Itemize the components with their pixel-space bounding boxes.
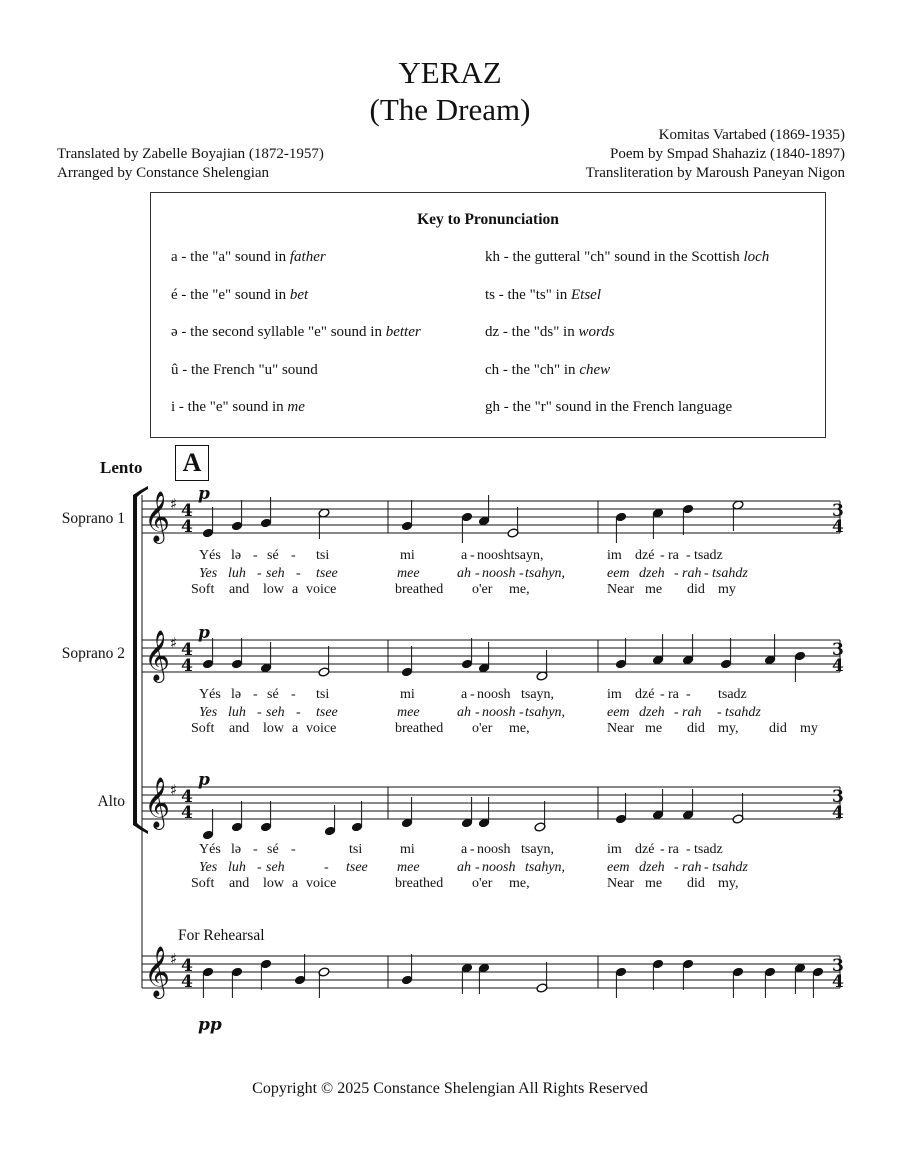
key-item-u-circumflex: û - the French "u" sound bbox=[171, 362, 318, 378]
treble-clef-2: 𝄞 bbox=[144, 630, 171, 681]
voice-name-soprano-1: Soprano 1 bbox=[61, 510, 125, 527]
dynamic-p-3: p bbox=[198, 770, 210, 790]
time-signature-start-2-top: 4 bbox=[181, 787, 193, 807]
key-sharp-1: ♯ bbox=[170, 495, 178, 513]
key-item-ts: ts - the "ts" in Etsel bbox=[485, 287, 601, 303]
dynamic-p-1: p bbox=[198, 484, 210, 504]
score-subtitle: (The Dream) bbox=[369, 92, 531, 127]
copyright-notice: Copyright © 2025 Constance Shelengian All Rights Reserved bbox=[252, 1080, 648, 1097]
dynamic-pp: pp bbox=[198, 1015, 222, 1035]
pronunciation-key-heading: Key to Pronunciation bbox=[417, 211, 559, 228]
key-item-ch: ch - the "ch" in chew bbox=[485, 362, 611, 378]
key-item-a: a - the "a" sound in father bbox=[171, 249, 326, 265]
time-signature-end-3-bottom: 4 bbox=[832, 972, 844, 992]
score-title: YERAZ bbox=[398, 55, 502, 90]
time-signature-end-1-bottom: 4 bbox=[832, 656, 844, 676]
rehearsal-staff-label: For Rehearsal bbox=[178, 927, 265, 944]
treble-clef-1: 𝄞 bbox=[144, 491, 171, 542]
voice-name-alto: Alto bbox=[97, 793, 125, 810]
time-signature-start-3-top: 4 bbox=[181, 956, 193, 976]
voice-name-soprano-2: Soprano 2 bbox=[61, 645, 125, 662]
tempo-marking: Lento bbox=[100, 458, 143, 477]
transliteration-credit: Transliteration by Maroush Paneyan Nigon bbox=[585, 165, 845, 181]
key-sharp-4: ♯ bbox=[170, 950, 178, 968]
composer-credit: Komitas Vartabed (1869-1935) bbox=[658, 127, 845, 143]
key-sharp-3: ♯ bbox=[170, 781, 178, 799]
time-signature-end-2-bottom: 4 bbox=[832, 803, 844, 823]
staff-soprano-2 bbox=[142, 640, 840, 672]
treble-clef-4: 𝄞 bbox=[144, 946, 171, 997]
key-item-schwa: ə - the second syllable "e" sound in better bbox=[171, 324, 421, 340]
treble-clef-3: 𝄞 bbox=[144, 777, 171, 828]
time-signature-end-1-top: 3 bbox=[832, 640, 844, 660]
time-signature-start-0-top: 4 bbox=[181, 501, 193, 521]
time-signature-start-1-bottom: 4 bbox=[181, 656, 193, 676]
arranger-credit: Arranged by Constance Shelengian bbox=[57, 165, 270, 181]
key-item-gh: gh - the "r" sound in the French language bbox=[485, 399, 733, 415]
time-signature-end-3-top: 3 bbox=[832, 956, 844, 976]
dynamic-p-2: p bbox=[198, 623, 210, 643]
time-signature-start-3-bottom: 4 bbox=[181, 972, 193, 992]
key-sharp-2: ♯ bbox=[170, 634, 178, 652]
staff-alto bbox=[142, 787, 840, 819]
translator-credit: Translated by Zabelle Boyajian (1872-1957) bbox=[57, 146, 324, 162]
key-item-dz: dz - the "ds" in words bbox=[485, 324, 615, 340]
time-signature-end-0-bottom: 4 bbox=[832, 517, 844, 537]
key-item-i: i - the "e" sound in me bbox=[171, 399, 305, 415]
key-item-e-acute: é - the "e" sound in bet bbox=[171, 287, 309, 303]
time-signature-start-0-bottom: 4 bbox=[181, 517, 193, 537]
time-signature-start-1-top: 4 bbox=[181, 640, 193, 660]
time-signature-end-0-top: 3 bbox=[832, 501, 844, 521]
poet-credit: Poem by Smpad Shahaziz (1840-1897) bbox=[610, 146, 845, 162]
rehearsal-mark: A bbox=[175, 445, 209, 481]
time-signature-start-2-bottom: 4 bbox=[181, 803, 193, 823]
time-signature-end-2-top: 3 bbox=[832, 787, 844, 807]
key-item-kh: kh - the gutteral "ch" sound in the Scottish loch bbox=[485, 249, 770, 265]
